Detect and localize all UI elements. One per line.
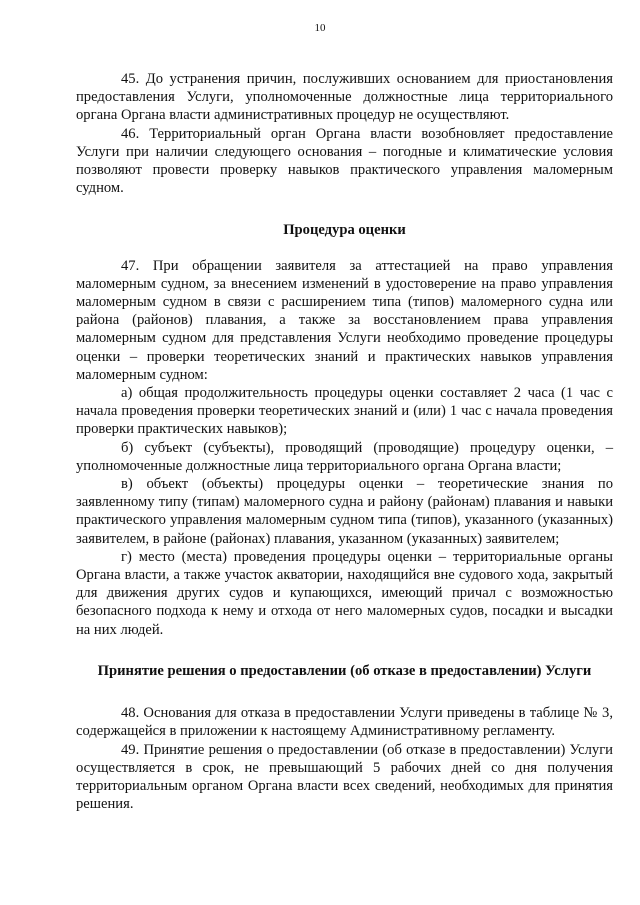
paragraph-47-v: в) объект (объекты) процедуры оценки – теоретические знания по заявленному типу (типам) маломерного судна и району (районам) плавания и навыки практического управления маломерным судном типа (типов), указанного (указанных) заявителем, в районе (районах) плавания, указанном (указанных) заявителем; xyxy=(76,476,613,547)
page-number: 10 xyxy=(314,22,326,34)
paragraph-49: 49. Принятие решения о предоставлении (об отказе в предоставлении) Услуги осуществляется в срок, не превышающий 5 рабочих дней со дня получения территориальным органом Органа власти всех сведений, необходимых для принятия решения. xyxy=(76,741,613,813)
document-body xyxy=(76,70,613,813)
paragraph-47: 47. При обращении заявителя за аттестацией на право управления маломерным судном, за внесением изменений в удостоверение на право управления маломерным судном в связи с расширением типа (типов) маломерного судна или района (районов) плавания, а также за восстановлением права управления маломерным судном для представления Услуги необходимо проведение процедуры оценки – проверки теоретических знаний и практических навыков управления маломерным судном: xyxy=(76,257,613,383)
paragraph-48: 48. Основания для отказа в предоставлении Услуги приведены в таблице № 3, содержащейся в приложении к настоящему Административному регламенту. xyxy=(76,705,613,740)
paragraph-47-a: а) общая продолжительность процедуры оценки составляет 2 часа (1 час с начала проведения проверки теоретических знаний и (или) 1 час с начала проведения проверки практических навыков); xyxy=(76,385,613,438)
paragraph-45: 45. До устранения причин, послуживших основанием для приостановления предоставления Услуги, уполномоченные должностные лица территориального органа Органа власти административных процедур не осуществляют. xyxy=(76,71,613,124)
paragraph-46: 46. Территориальный орган Органа власти возобновляет предоставление Услуги при наличии следующего основания – погодные и климатические условия позволяют провести проверку навыков практического управления маломерным судном. xyxy=(76,125,613,197)
paragraph-47-b: б) субъект (субъекты), проводящий (проводящие) процедуру оценки, – уполномоченные должностные лица территориального органа Органа власти; xyxy=(76,439,613,474)
heading-procedure: Процедура оценки xyxy=(283,222,406,239)
paragraph-47-g: г) место (места) проведения процедуры оценки – территориальные органы Органа власти, а также участок акватории, находящийся вне судового хода, закрытый для движения других судов и купающихся, имеющий причал с возможностью безопасного подхода к нему и отхода от него маломерных судов, посадки и высадки на них людей. xyxy=(76,548,613,638)
heading-decision: Принятие решения о предоставлении (об отказе в предоставлении) Услуги xyxy=(97,662,592,679)
